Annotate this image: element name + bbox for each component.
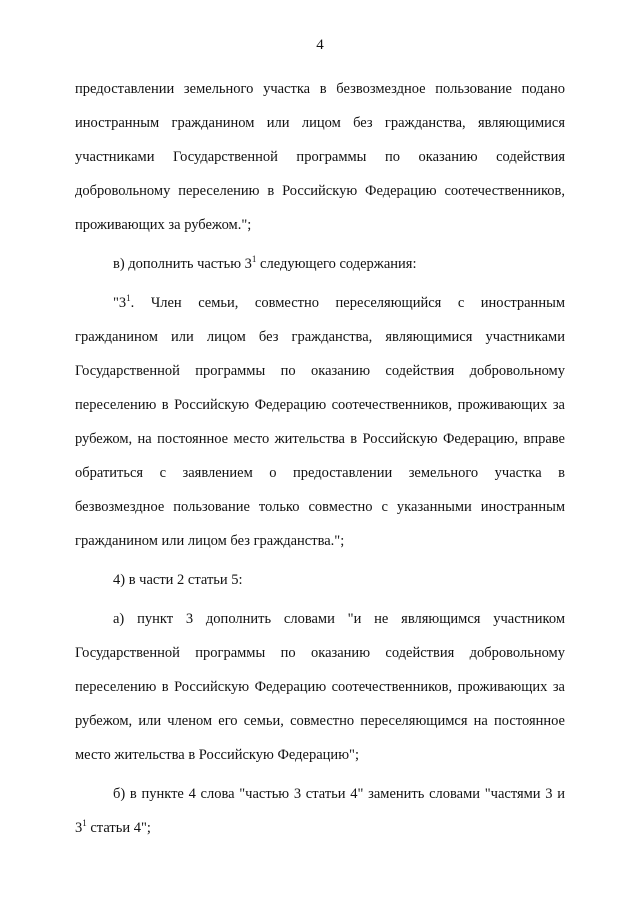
paragraph-text: статьи 4"; bbox=[86, 820, 151, 836]
superscript: 1 bbox=[126, 293, 131, 303]
paragraph-text: . Член семьи, совместно переселяющийся с иностранным гражданином или лицом без гражданства, являющимися участниками Государственной программы по оказанию содействия добровольному переселению в Российскую Федерацию соотечественников, проживающих за рубежом, на постоянное место жительства в Российскую Федерацию, вправе обратиться с заявлением о предоставлении земельного участка в безвозмездное пользование только совместно с указанными иностранным гражданином или лицом без гражданства."; bbox=[75, 295, 565, 549]
paragraph-text: в) дополнить частью 3 bbox=[113, 256, 252, 272]
paragraph-subitem-a: а) пункт 3 дополнить словами "и не являющимся участником Государственной программы по оказанию содействия добровольному переселению в Российскую Федерацию соотечественников, проживающих за рубежом, или членом его семьи, совместно переселяющимся на постоянное место жительства в Российскую Федерацию"; bbox=[75, 611, 565, 763]
paragraph-subitem-b bbox=[75, 777, 565, 845]
paragraph-subitem-v bbox=[75, 247, 565, 281]
superscript: 1 bbox=[251, 254, 257, 264]
paragraph-item-4: 4) в части 2 статьи 5: bbox=[113, 572, 243, 588]
superscript: 1 bbox=[82, 818, 87, 828]
paragraph-text: "3 bbox=[113, 295, 127, 311]
page-number: 4 bbox=[316, 37, 324, 53]
document-body bbox=[75, 72, 565, 845]
paragraph-text: б) в пункте 4 слова "частью 3 статьи 4" заменить словами "частями 3 и 3 bbox=[75, 786, 565, 836]
paragraph-continuation: предоставлении земельного участка в безвозмездное пользование подано иностранным гражданином или лицом без гражданства, являющимися участниками Государственной программы по оказанию содействия добровольному переселению в Российскую Федерацию соотечественников, проживающих за рубежом."; bbox=[75, 81, 565, 233]
paragraph-part-3-1 bbox=[75, 286, 565, 558]
paragraph-text: следующего содержания: bbox=[256, 256, 417, 272]
